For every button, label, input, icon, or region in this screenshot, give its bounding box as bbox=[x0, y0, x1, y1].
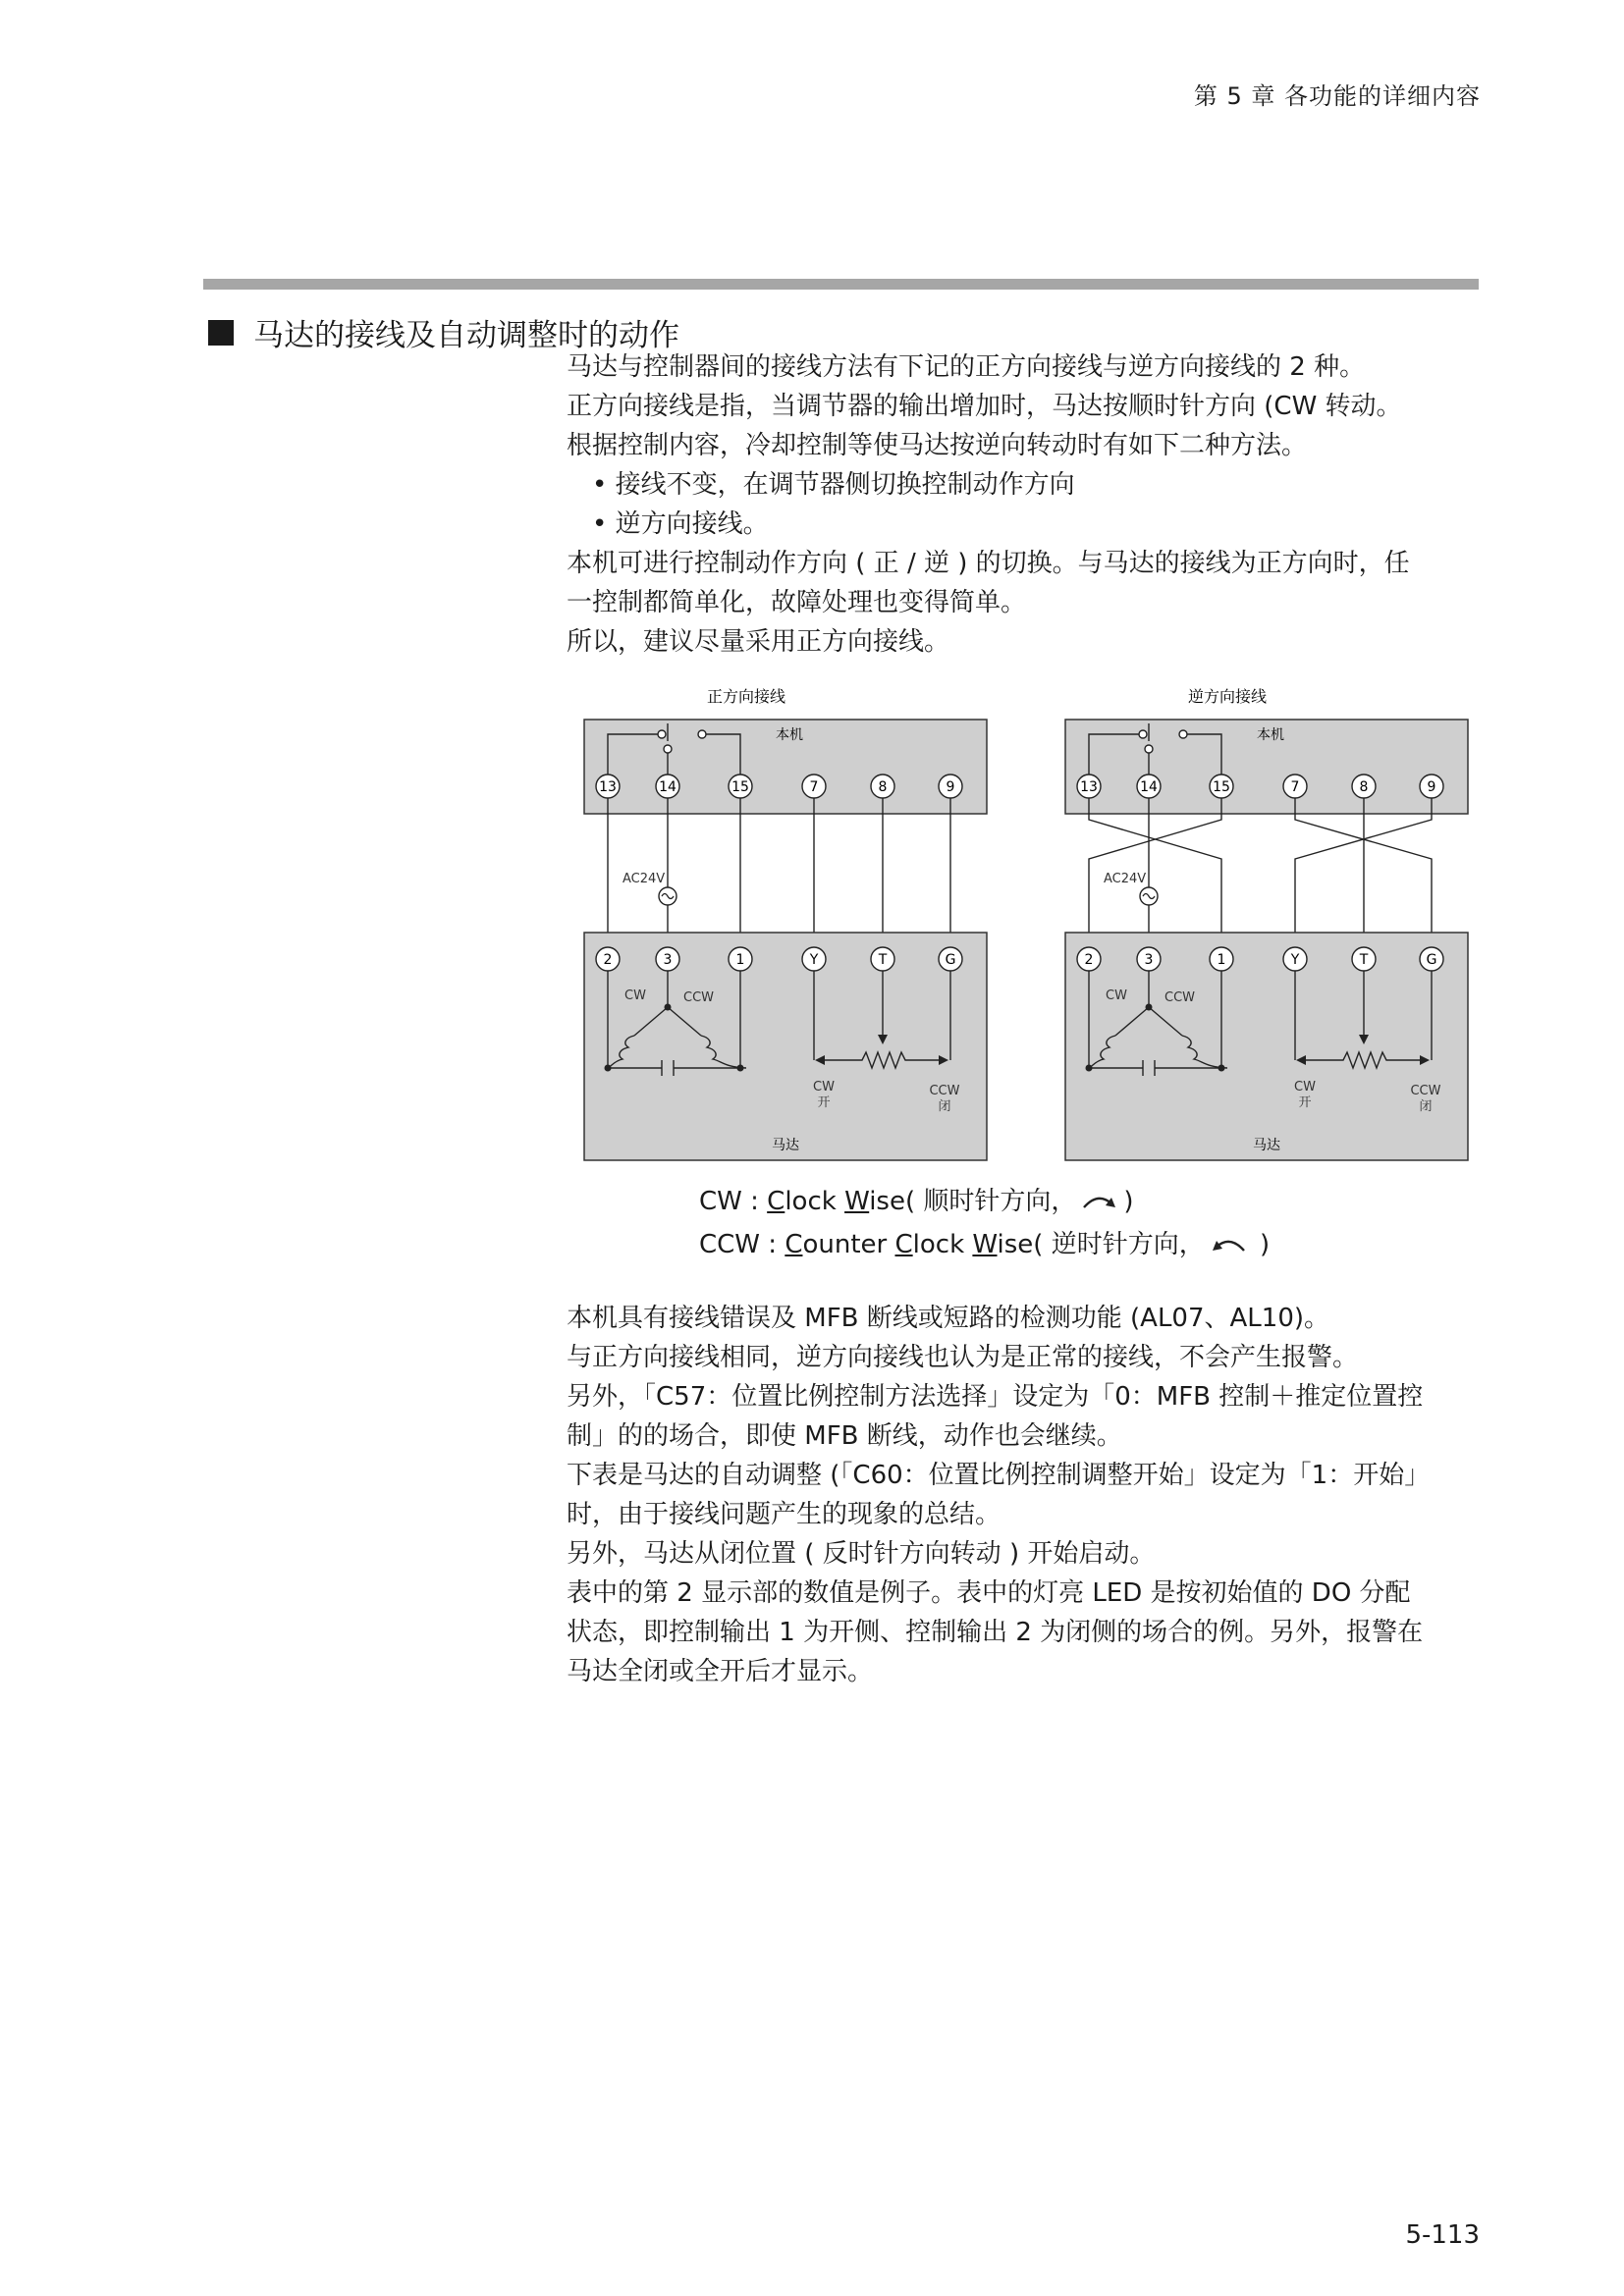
underlined-letter: W bbox=[972, 1230, 998, 1259]
motor-label: 马达 bbox=[772, 1138, 799, 1153]
underlined-letter: C bbox=[767, 1187, 785, 1216]
unit-terminal: 14 bbox=[1140, 779, 1158, 795]
intro-line: 一控制都简单化，故障处理也变得简单。 bbox=[567, 588, 1027, 617]
underlined-letter: W bbox=[844, 1187, 870, 1216]
bullet-item: • 逆方向接线。 bbox=[592, 509, 769, 539]
forward-wiring-title: 正方向接线 bbox=[706, 687, 786, 706]
unit-terminal: 8 bbox=[1359, 779, 1369, 795]
motor-terminal: G bbox=[945, 952, 956, 968]
ccw-close: ) bbox=[1251, 1230, 1271, 1259]
supply-label: AC24V bbox=[1104, 872, 1147, 886]
body-line: 另外，「C57：位置比例控制方法选择」设定为「0：MFB 控制＋推定位置控 bbox=[567, 1382, 1424, 1412]
intro-line: 马达与控制器间的接线方法有下记的正方向接线与逆方向接线的 2 种。 bbox=[567, 352, 1366, 382]
unit-terminal: 15 bbox=[731, 779, 749, 795]
unit-label: 本机 bbox=[1257, 727, 1284, 743]
motor-terminal: 3 bbox=[1144, 952, 1154, 968]
body-line: 下表是马达的自动调整 (「C60：位置比例控制调整开始」设定为「1：开始」 bbox=[567, 1461, 1431, 1490]
motor-box bbox=[1065, 933, 1468, 1160]
body-line: 制」的的场合，即使 MFB 断线，动作也会继续。 bbox=[567, 1421, 1122, 1451]
unit-terminal: 9 bbox=[946, 779, 955, 795]
cw-description: ise( 顺时针方向， bbox=[869, 1187, 1077, 1216]
forward-wiring-diagram bbox=[584, 687, 987, 1160]
supply-label: AC24V bbox=[623, 872, 666, 886]
pot-ccw-label: CCW bbox=[929, 1084, 960, 1098]
cw-word-part: lock bbox=[785, 1187, 845, 1216]
motor-terminal: 1 bbox=[735, 952, 745, 968]
motor-terminal: 3 bbox=[663, 952, 673, 968]
unit-terminal: 7 bbox=[809, 779, 819, 795]
pot-ccw-label: CCW bbox=[1410, 1084, 1441, 1098]
section-heading-text: 马达的接线及自动调整时的动作 bbox=[253, 318, 679, 353]
intro-line: 所以，建议尽量采用正方向接线。 bbox=[567, 627, 950, 657]
ccw-description: ise( 逆时针方向， bbox=[997, 1230, 1205, 1259]
motor-terminal: 2 bbox=[603, 952, 613, 968]
cw-term: CW : bbox=[699, 1187, 768, 1216]
motor-terminal: Y bbox=[809, 952, 819, 968]
direction-definitions bbox=[699, 1180, 1270, 1266]
winding-ccw-label: CCW bbox=[683, 990, 715, 1005]
unit-terminal: 7 bbox=[1290, 779, 1300, 795]
pot-cw-sublabel: 开 bbox=[817, 1095, 831, 1110]
winding-ccw-label: CCW bbox=[1164, 990, 1196, 1005]
body-line: 马达全闭或全开后才显示。 bbox=[567, 1657, 874, 1686]
counterclockwise-arrow-icon bbox=[1209, 1233, 1248, 1256]
ccw-word-part: ounter bbox=[802, 1230, 895, 1259]
ccw-term: CCW : bbox=[699, 1230, 785, 1259]
pot-ccw-sublabel: 闭 bbox=[1419, 1099, 1433, 1114]
motor-terminal: G bbox=[1426, 952, 1437, 968]
pot-cw-label: CW bbox=[1294, 1080, 1316, 1095]
winding-cw-label: CW bbox=[624, 988, 646, 1003]
underlined-letter: C bbox=[894, 1230, 913, 1259]
pot-cw-sublabel: 开 bbox=[1298, 1095, 1312, 1110]
cw-close: ) bbox=[1123, 1187, 1134, 1216]
unit-terminal: 9 bbox=[1427, 779, 1436, 795]
unit-terminal: 8 bbox=[878, 779, 888, 795]
unit-terminal: 15 bbox=[1213, 779, 1230, 795]
body-line: 另外，马达从闭位置 ( 反时针方向转动 ) 开始启动。 bbox=[567, 1539, 1156, 1569]
unit-terminal: 14 bbox=[659, 779, 677, 795]
motor-label: 马达 bbox=[1253, 1138, 1280, 1153]
motor-terminal: Y bbox=[1290, 952, 1300, 968]
reverse-wiring-title: 逆方向接线 bbox=[1187, 687, 1268, 706]
body-line: 本机具有接线错误及 MFB 断线或短路的检测功能 (AL07、AL10)。 bbox=[567, 1304, 1330, 1333]
body-line: 状态，即控制输出 1 为开侧、控制输出 2 为闭侧的场合的例。另外，报警在 bbox=[567, 1618, 1424, 1647]
motor-terminal: 2 bbox=[1084, 952, 1094, 968]
page-number: 5-113 bbox=[1405, 2220, 1480, 2250]
body-line: 时，由于接线问题产生的现象的总结。 bbox=[567, 1500, 1001, 1529]
unit-terminal: 13 bbox=[599, 779, 617, 795]
winding-cw-label: CW bbox=[1106, 988, 1127, 1003]
cw-definition bbox=[699, 1180, 1270, 1223]
motor-box bbox=[584, 933, 987, 1160]
unit-terminal: 13 bbox=[1080, 779, 1098, 795]
ccw-word-part: lock bbox=[912, 1230, 973, 1259]
body-line: 与正方向接线相同，逆方向接线也认为是正常的接线，不会产生报警。 bbox=[567, 1343, 1359, 1372]
ccw-definition bbox=[699, 1223, 1270, 1266]
black-square-icon bbox=[208, 320, 234, 346]
motor-terminal: T bbox=[1359, 952, 1369, 968]
unit-label: 本机 bbox=[776, 727, 803, 743]
reverse-wiring-diagram bbox=[1065, 687, 1468, 1160]
body-line: 表中的第 2 显示部的数值是例子。表中的灯亮 LED 是按初始值的 DO 分配 bbox=[567, 1578, 1411, 1608]
clockwise-arrow-icon bbox=[1080, 1190, 1119, 1213]
motor-terminal: 1 bbox=[1217, 952, 1226, 968]
intro-paragraph bbox=[567, 347, 1489, 662]
body-paragraph bbox=[567, 1299, 1489, 1691]
wiring-diagram bbox=[579, 682, 1479, 1165]
motor-terminal: T bbox=[878, 952, 888, 968]
underlined-letter: C bbox=[785, 1230, 803, 1259]
section-rule bbox=[203, 279, 1479, 290]
intro-line: 根据控制内容，冷却控制等使马达按逆向转动时有如下二种方法。 bbox=[567, 431, 1308, 460]
pot-ccw-sublabel: 闭 bbox=[938, 1099, 951, 1114]
pot-cw-label: CW bbox=[813, 1080, 835, 1095]
bullet-item: • 接线不变，在调节器侧切换控制动作方向 bbox=[592, 470, 1075, 500]
chapter-header: 第 5 章 各功能的详细内容 bbox=[1193, 82, 1481, 110]
intro-line: 正方向接线是指，当调节器的输出增加时，马达按顺时针方向 (CW 转动。 bbox=[567, 392, 1402, 421]
intro-line: 本机可进行控制动作方向 ( 正 / 逆 ) 的切换。与马达的接线为正方向时，任 bbox=[567, 549, 1410, 578]
